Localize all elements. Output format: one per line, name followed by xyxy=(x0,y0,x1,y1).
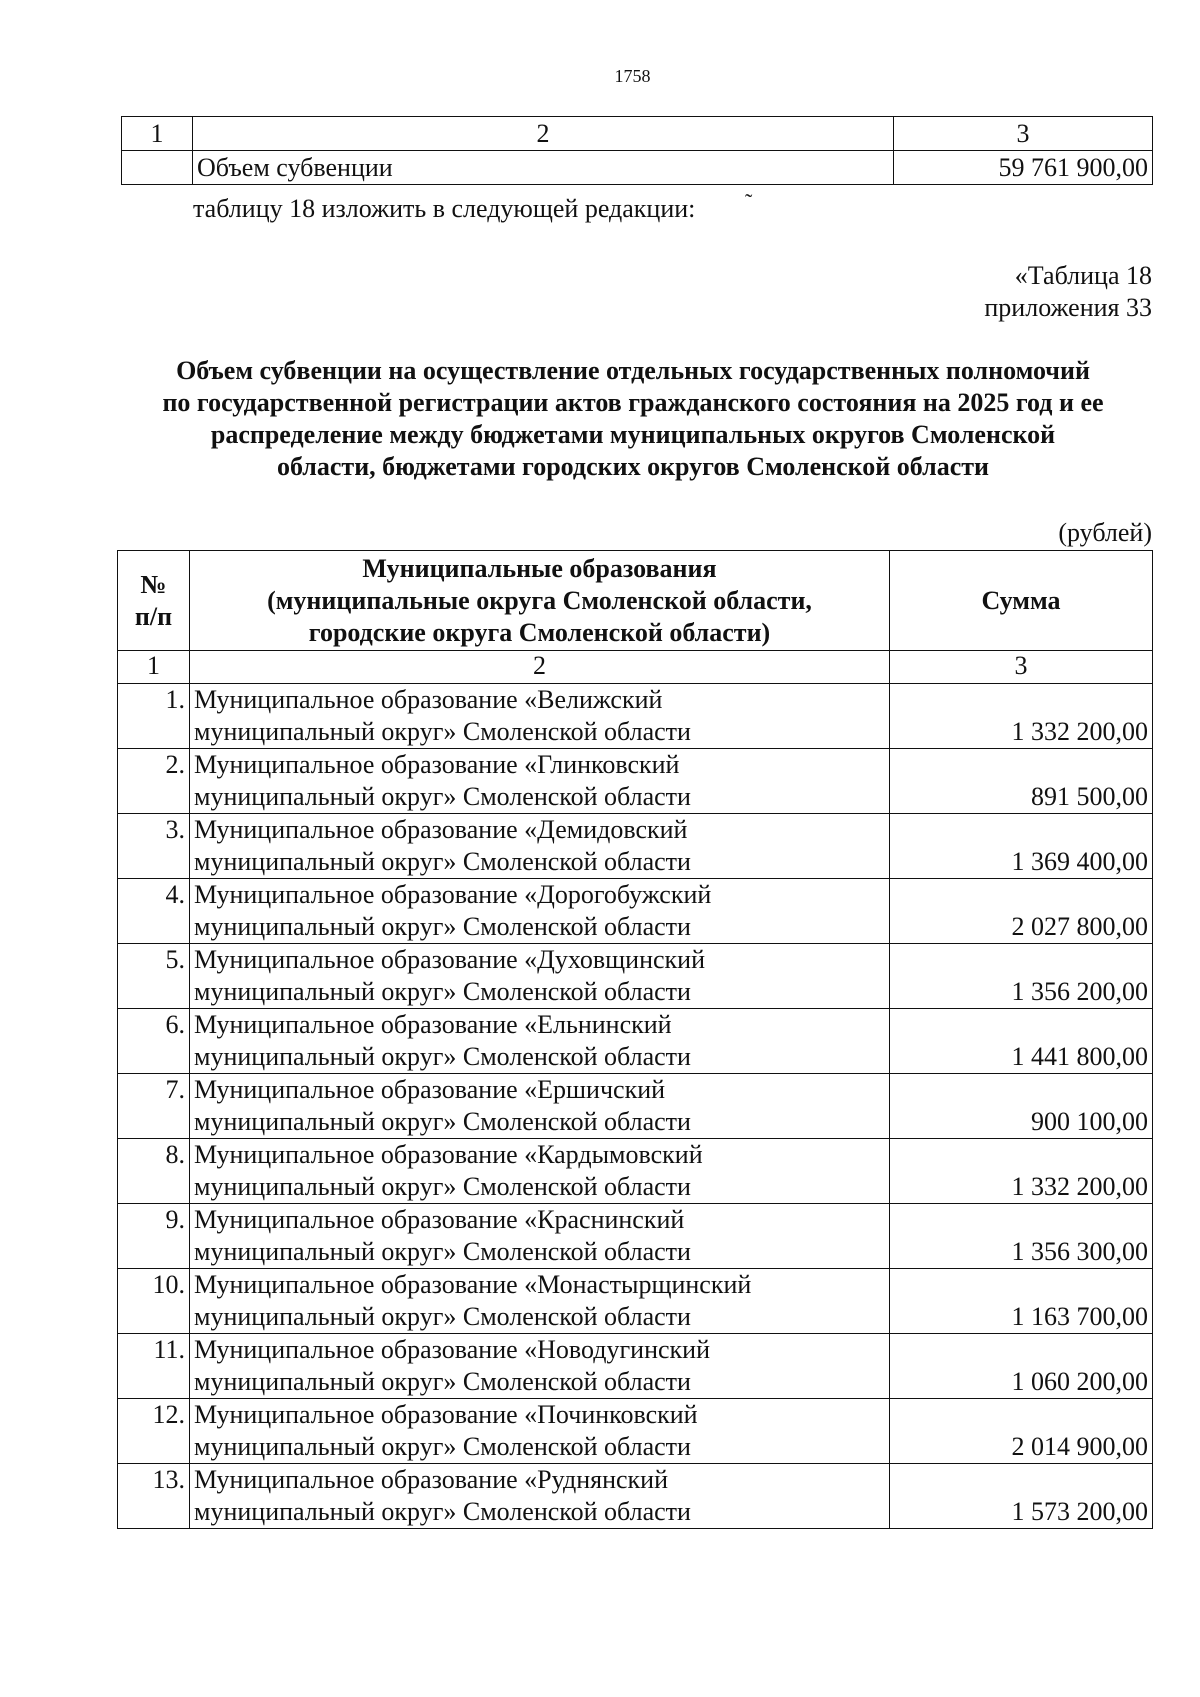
municipality-name xyxy=(190,1204,890,1269)
header-name-line2: (муниципальные округа Смоленской области, xyxy=(267,585,812,615)
municipality-name xyxy=(190,684,890,749)
row-number: 4. xyxy=(118,879,190,944)
row-number: 2. xyxy=(118,749,190,814)
table-row xyxy=(118,1334,1153,1399)
municipality-name-line2: муниципальный округ» Смоленской области xyxy=(194,1497,691,1526)
municipality-name-line1: Муниципальное образование «Краснинский xyxy=(194,1205,685,1234)
col-number-2: 2 xyxy=(193,117,894,151)
table-row xyxy=(118,1009,1153,1074)
municipality-name-line2: муниципальный округ» Смоленской области xyxy=(194,782,691,811)
pen-mark: ˜ xyxy=(745,189,753,214)
total-label: Объем субвенции xyxy=(193,151,894,185)
municipality-name xyxy=(190,1139,890,1204)
municipality-name-line1: Муниципальное образование «Ельнинский xyxy=(194,1010,672,1039)
total-row xyxy=(122,151,1153,185)
municipality-name-line1: Муниципальное образование «Духовщинский xyxy=(194,945,706,974)
document-title xyxy=(110,355,1156,483)
municipality-name-line2: муниципальный округ» Смоленской области xyxy=(194,717,691,746)
table-row xyxy=(118,1464,1153,1529)
table-row xyxy=(118,1204,1153,1269)
municipality-name-line1: Муниципальное образование «Руднянский xyxy=(194,1465,668,1494)
amount: 1 332 200,00 xyxy=(890,1139,1153,1204)
table-row xyxy=(118,814,1153,879)
amount: 1 356 200,00 xyxy=(890,944,1153,1009)
municipality-name-line1: Муниципальное образование «Новодугинский xyxy=(194,1335,710,1364)
col-number-3: 3 xyxy=(894,117,1153,151)
col-number-2: 2 xyxy=(190,651,890,684)
row-number: 11. xyxy=(118,1334,190,1399)
row-number: 10. xyxy=(118,1269,190,1334)
municipality-name-line1: Муниципальное образование «Монастырщинский xyxy=(194,1270,752,1299)
amount: 1 573 200,00 xyxy=(890,1464,1153,1529)
title-line2: по государственной регистрации актов гражданского состояния на 2025 год и ее xyxy=(162,388,1104,417)
table-reference xyxy=(984,260,1152,324)
municipality-name-line2: муниципальный округ» Смоленской области xyxy=(194,1432,691,1461)
amount: 900 100,00 xyxy=(890,1074,1153,1139)
municipality-name xyxy=(190,749,890,814)
amount: 1 060 200,00 xyxy=(890,1334,1153,1399)
amount: 2 014 900,00 xyxy=(890,1399,1153,1464)
municipality-name-line1: Муниципальное образование «Кардымовский xyxy=(194,1140,703,1169)
amount: 891 500,00 xyxy=(890,749,1153,814)
total-amount: 59 761 900,00 xyxy=(894,151,1153,185)
table-row xyxy=(118,1269,1153,1334)
header-num xyxy=(118,551,190,651)
page-number: 1758 xyxy=(614,66,651,86)
municipality-name-line2: муниципальный округ» Смоленской области xyxy=(194,847,691,876)
col-number-3: 3 xyxy=(890,651,1153,684)
table-ref-line1: «Таблица 18 xyxy=(1014,261,1152,290)
municipality-name-line2: муниципальный округ» Смоленской области xyxy=(194,977,691,1006)
row-number: 8. xyxy=(118,1139,190,1204)
amount: 1 163 700,00 xyxy=(890,1269,1153,1334)
amount: 1 332 200,00 xyxy=(890,684,1153,749)
total-num xyxy=(122,151,193,185)
table-row xyxy=(118,1399,1153,1464)
table-ref-line2: приложения 33 xyxy=(984,293,1152,322)
municipality-name xyxy=(190,814,890,879)
municipality-name-line2: муниципальный округ» Смоленской области xyxy=(194,1237,691,1266)
municipality-name xyxy=(190,1464,890,1529)
municipality-name-line2: муниципальный округ» Смоленской области xyxy=(194,1107,691,1136)
row-number: 9. xyxy=(118,1204,190,1269)
row-number: 5. xyxy=(118,944,190,1009)
table-row xyxy=(118,684,1153,749)
municipality-name xyxy=(190,1074,890,1139)
column-number-row xyxy=(122,117,1153,151)
col-number-1: 1 xyxy=(122,117,193,151)
row-number: 12. xyxy=(118,1399,190,1464)
amount: 1 369 400,00 xyxy=(890,814,1153,879)
municipality-name-line1: Муниципальное образование «Глинковский xyxy=(194,750,680,779)
column-number-row xyxy=(118,651,1153,684)
municipality-name xyxy=(190,1399,890,1464)
table-row xyxy=(118,749,1153,814)
municipality-name xyxy=(190,1009,890,1074)
table-body xyxy=(118,684,1153,1529)
table-row xyxy=(118,1074,1153,1139)
intro-text: таблицу 18 изложить в следующей редакции: xyxy=(193,194,696,223)
header-row xyxy=(118,551,1153,651)
table-row xyxy=(118,1139,1153,1204)
header-name-line3: городские округа Смоленской области) xyxy=(308,617,771,647)
header-name-line1: Муниципальные образования xyxy=(362,553,717,583)
amount: 1 441 800,00 xyxy=(890,1009,1153,1074)
municipality-name-line1: Муниципальное образование «Демидовский xyxy=(194,815,688,844)
row-number: 1. xyxy=(118,684,190,749)
amount: 1 356 300,00 xyxy=(890,1204,1153,1269)
row-number: 3. xyxy=(118,814,190,879)
amount: 2 027 800,00 xyxy=(890,879,1153,944)
municipality-name-line2: муниципальный округ» Смоленской области xyxy=(194,1172,691,1201)
continued-table xyxy=(121,116,1153,185)
municipality-name-line1: Муниципальное образование «Дорогобужский xyxy=(194,880,712,909)
municipality-name-line2: муниципальный округ» Смоленской области xyxy=(194,1042,691,1071)
row-number: 6. xyxy=(118,1009,190,1074)
distribution-table xyxy=(117,550,1153,1529)
col-number-1: 1 xyxy=(118,651,190,684)
table-row xyxy=(118,944,1153,1009)
row-number: 13. xyxy=(118,1464,190,1529)
municipality-name-line2: муниципальный округ» Смоленской области xyxy=(194,912,691,941)
title-line3: распределение между бюджетами муниципальных округов Смоленской xyxy=(210,420,1056,449)
municipality-name-line2: муниципальный округ» Смоленской области xyxy=(194,1367,691,1396)
table-row xyxy=(118,879,1153,944)
header-num-line1: № xyxy=(140,569,167,599)
municipality-name-line1: Муниципальное образование «Починковский xyxy=(194,1400,698,1429)
row-number: 7. xyxy=(118,1074,190,1139)
units-label: (рублей) xyxy=(1058,518,1152,547)
municipality-name xyxy=(190,944,890,1009)
header-num-line2: п/п xyxy=(134,601,173,631)
header-amount: Сумма xyxy=(890,551,1153,651)
municipality-name-line1: Муниципальное образование «Ершичский xyxy=(194,1075,666,1104)
municipality-name xyxy=(190,1334,890,1399)
title-line1: Объем субвенции на осуществление отдельных государственных полномочий xyxy=(176,356,1090,385)
municipality-name-line2: муниципальный округ» Смоленской области xyxy=(194,1302,691,1331)
municipality-name-line1: Муниципальное образование «Велижский xyxy=(194,685,663,714)
title-line4: области, бюджетами городских округов Смоленской области xyxy=(276,452,990,481)
municipality-name xyxy=(190,879,890,944)
municipality-name xyxy=(190,1269,890,1334)
header-name xyxy=(190,551,890,651)
